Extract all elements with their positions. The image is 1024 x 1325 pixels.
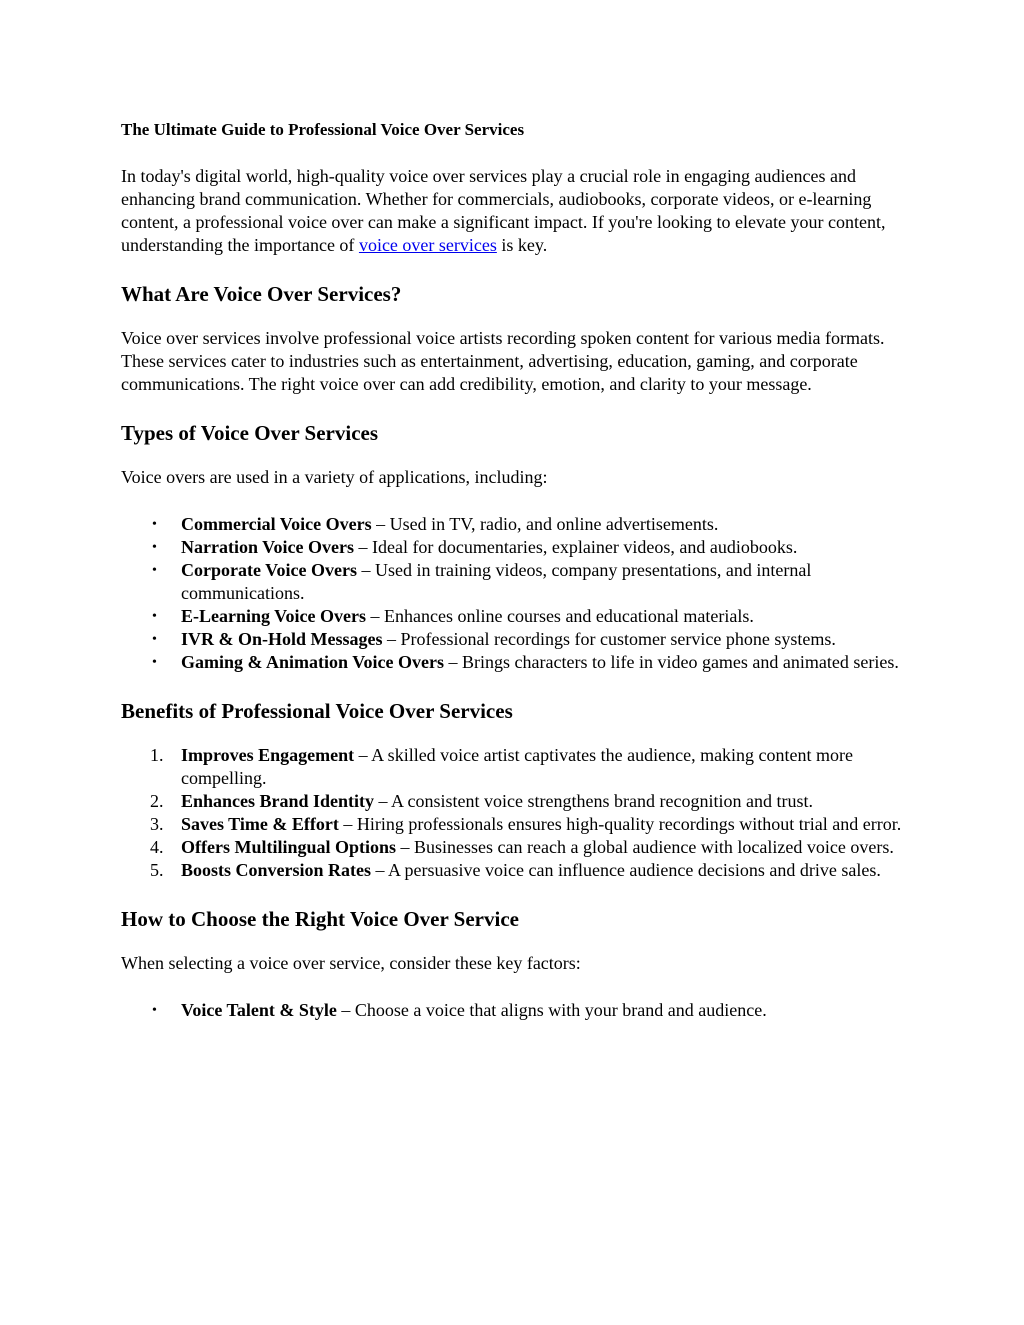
section-heading-benefits: Benefits of Professional Voice Over Services	[121, 699, 513, 723]
intro-text: In today's digital world, high-quality voice over services play a crucial role in engaging audiences and enhancing brand communication. Whether for commercials, audiobooks, corporate videos, or e-learning content, a professional voice over can make a significant impact. If you're looking to elevate your content, understanding the importance of	[121, 166, 886, 255]
list-item	[150, 836, 911, 859]
list-item-term: Voice Talent & Style	[181, 1000, 337, 1020]
list-item-term: Improves Engagement	[181, 745, 355, 765]
section-heading-types: Types of Voice Over Services	[121, 421, 379, 445]
section-heading-how-to-choose: How to Choose the Right Voice Over Service	[121, 907, 519, 931]
list-item	[150, 813, 911, 836]
types-list	[121, 513, 911, 674]
list-item	[152, 651, 911, 674]
list-item	[152, 628, 911, 651]
list-item-desc: – A persuasive voice can influence audience decisions and drive sales.	[371, 860, 881, 880]
section-heading-what-are: What Are Voice Over Services?	[121, 282, 402, 306]
list-item-term: Narration Voice Overs	[181, 537, 354, 557]
list-item-term: Saves Time & Effort	[181, 814, 339, 834]
list-item	[150, 790, 911, 813]
list-item-desc: – Brings characters to life in video games and animated series.	[444, 652, 899, 672]
list-item-term: Offers Multilingual Options	[181, 837, 397, 857]
what-are-paragraph: Voice over services involve professional voice artists recording spoken content for various media formats. These services cater to industries such as entertainment, advertising, education, gaming, and corporate communications. The right voice over can add credibility, emotion, and clarity to your message.	[121, 328, 885, 394]
list-number: 4.	[150, 837, 164, 857]
list-item-desc: – Ideal for documentaries, explainer videos, and audiobooks.	[353, 537, 798, 557]
types-intro: Voice overs are used in a variety of applications, including:	[121, 467, 548, 487]
document-page	[121, 118, 911, 1046]
list-item	[150, 859, 911, 882]
list-item-term: E-Learning Voice Overs	[181, 606, 366, 626]
list-item	[150, 744, 911, 790]
list-number: 3.	[150, 814, 164, 834]
list-item-desc: – A skilled voice artist captivates the audience, making content more compelling.	[181, 745, 854, 788]
list-item	[152, 513, 911, 536]
intro-text-end: is key.	[496, 235, 548, 255]
list-item	[152, 536, 911, 559]
list-item-desc: – Used in training videos, company presentations, and internal communications.	[181, 560, 812, 603]
list-item-desc: – Choose a voice that aligns with your brand and audience.	[336, 1000, 767, 1020]
list-number: 2.	[150, 791, 164, 811]
bullet-icon: •	[152, 609, 157, 624]
how-to-choose-intro: When selecting a voice over service, consider these key factors:	[121, 953, 581, 973]
intro-paragraph	[121, 165, 911, 257]
list-item-desc: – A consistent voice strengthens brand recognition and trust.	[374, 791, 813, 811]
list-item-desc: – Used in TV, radio, and online advertisements.	[371, 514, 719, 534]
voice-over-services-link[interactable]: voice over services	[358, 235, 497, 255]
list-item-term: Gaming & Animation Voice Overs	[181, 652, 445, 672]
list-item-term: Corporate Voice Overs	[181, 560, 357, 580]
list-item-desc: – Businesses can reach a global audience with localized voice overs.	[396, 837, 894, 857]
bullet-icon: •	[152, 1003, 157, 1018]
bullet-icon: •	[152, 632, 157, 647]
factors-list	[121, 999, 911, 1022]
list-item	[152, 559, 911, 605]
list-item-term: Enhances Brand Identity	[181, 791, 375, 811]
list-item-desc: – Enhances online courses and educational materials.	[366, 606, 754, 626]
list-item-term: Boosts Conversion Rates	[181, 860, 372, 880]
benefits-list	[121, 744, 911, 882]
list-item	[152, 999, 911, 1022]
list-item-term: Commercial Voice Overs	[181, 514, 372, 534]
list-item-desc: – Professional recordings for customer service phone systems.	[382, 629, 836, 649]
list-item-desc: – Hiring professionals ensures high-quality recordings without trial and error.	[338, 814, 902, 834]
bullet-icon: •	[152, 655, 157, 670]
list-number: 1.	[150, 745, 164, 765]
document-title: The Ultimate Guide to Professional Voice Over Services	[121, 120, 525, 139]
list-item-term: IVR & On-Hold Messages	[181, 629, 383, 649]
list-number: 5.	[150, 860, 164, 880]
bullet-icon: •	[152, 563, 157, 578]
bullet-icon: •	[152, 517, 157, 532]
list-item	[152, 605, 911, 628]
bullet-icon: •	[152, 540, 157, 555]
